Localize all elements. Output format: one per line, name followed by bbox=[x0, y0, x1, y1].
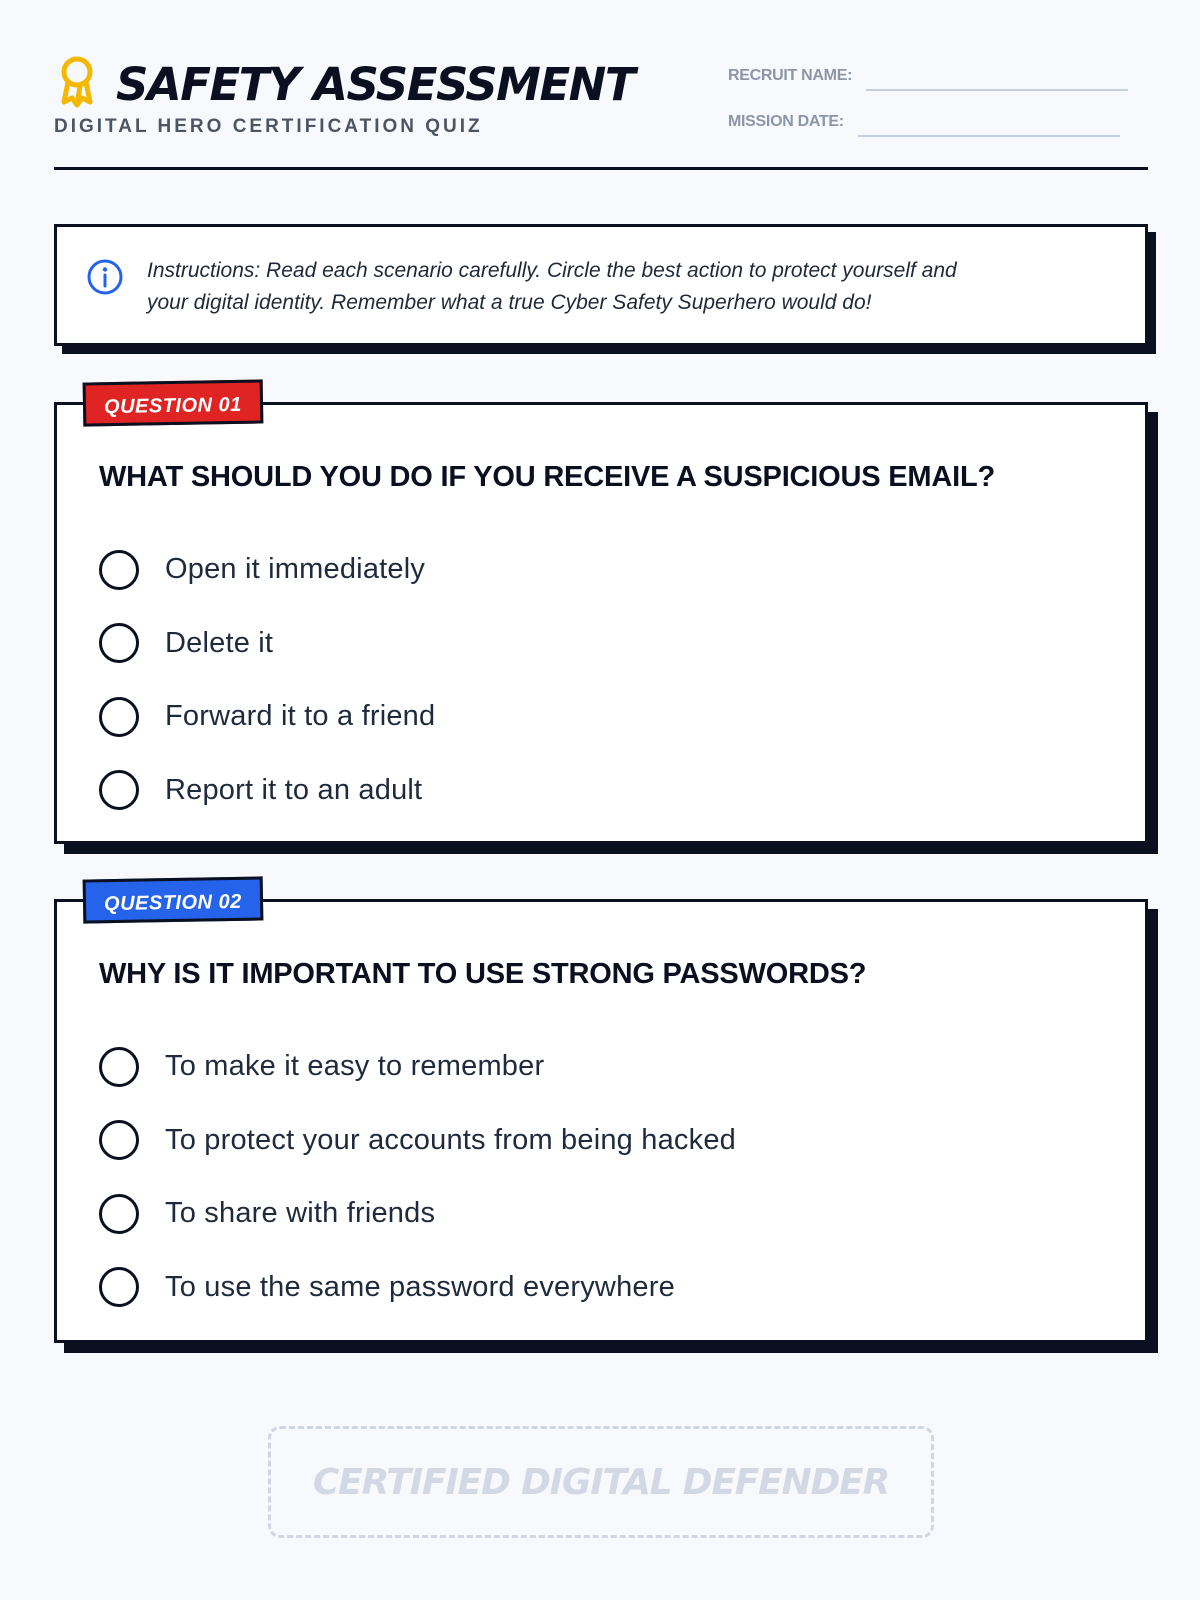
worksheet-header bbox=[54, 50, 1148, 170]
answer-option-label: Report it to an adult bbox=[165, 773, 423, 806]
radio-circle[interactable] bbox=[99, 1267, 139, 1307]
instructions-line-1: Instructions: Read each scenario carefully. Circle the best action to protect yourself and bbox=[147, 259, 957, 282]
mission-date-line[interactable] bbox=[858, 135, 1120, 137]
question-tag-1: QUESTION 01 bbox=[83, 379, 264, 426]
radio-circle[interactable] bbox=[99, 1120, 139, 1160]
answer-option-label: To make it easy to remember bbox=[165, 1050, 545, 1083]
question-text-2: WHY IS IT IMPORTANT TO USE STRONG PASSWORDS? bbox=[99, 958, 867, 990]
instructions-box bbox=[54, 224, 1148, 346]
answer-options-1 bbox=[99, 533, 435, 827]
answer-option[interactable] bbox=[99, 754, 435, 828]
recruit-name-line[interactable] bbox=[866, 89, 1128, 91]
radio-circle[interactable] bbox=[99, 623, 139, 663]
award-icon bbox=[54, 50, 100, 120]
answer-option-label: To protect your accounts from being hacked bbox=[165, 1123, 736, 1156]
answer-option-label: Open it immediately bbox=[165, 553, 426, 586]
answer-option[interactable] bbox=[99, 1030, 736, 1104]
radio-circle[interactable] bbox=[99, 550, 139, 590]
question-tag-2: QUESTION 02 bbox=[83, 876, 264, 923]
question-card-2 bbox=[54, 890, 1148, 1343]
answer-option-label: Forward it to a friend bbox=[165, 700, 436, 733]
answer-option[interactable] bbox=[99, 1251, 736, 1325]
recruit-name-label: RECRUIT NAME: bbox=[728, 67, 853, 84]
page-title: SAFETY ASSESSMENT bbox=[116, 58, 635, 111]
answer-option[interactable] bbox=[99, 1177, 736, 1251]
answer-option-label: Delete it bbox=[165, 626, 274, 659]
stamp-text: CERTIFIED DIGITAL DEFENDER bbox=[312, 1461, 890, 1503]
info-icon bbox=[85, 257, 125, 297]
mission-date-field[interactable] bbox=[728, 113, 1120, 131]
recruit-name-field[interactable] bbox=[728, 67, 1128, 85]
answer-options-2 bbox=[99, 1030, 736, 1324]
answer-option[interactable] bbox=[99, 607, 435, 681]
answer-option-label: To share with friends bbox=[165, 1197, 436, 1230]
radio-circle[interactable] bbox=[99, 1194, 139, 1234]
question-card-1 bbox=[54, 393, 1148, 844]
mission-date-label: MISSION DATE: bbox=[728, 113, 844, 130]
question-text-1: WHAT SHOULD YOU DO IF YOU RECEIVE A SUSPICIOUS EMAIL? bbox=[99, 461, 995, 493]
answer-option[interactable] bbox=[99, 533, 435, 607]
radio-circle[interactable] bbox=[99, 1047, 139, 1087]
answer-option[interactable] bbox=[99, 680, 435, 754]
answer-option[interactable] bbox=[99, 1104, 736, 1178]
radio-circle[interactable] bbox=[99, 697, 139, 737]
answer-option-label: To use the same password everywhere bbox=[165, 1270, 675, 1303]
instructions-text bbox=[147, 255, 1105, 319]
radio-circle[interactable] bbox=[99, 770, 139, 810]
page-subtitle: DIGITAL HERO CERTIFICATION QUIZ bbox=[54, 116, 483, 137]
instructions-line-2: your digital identity. Remember what a true Cyber Safety Superhero would do! bbox=[147, 291, 872, 314]
certification-stamp bbox=[268, 1426, 934, 1538]
title-row bbox=[54, 50, 634, 120]
